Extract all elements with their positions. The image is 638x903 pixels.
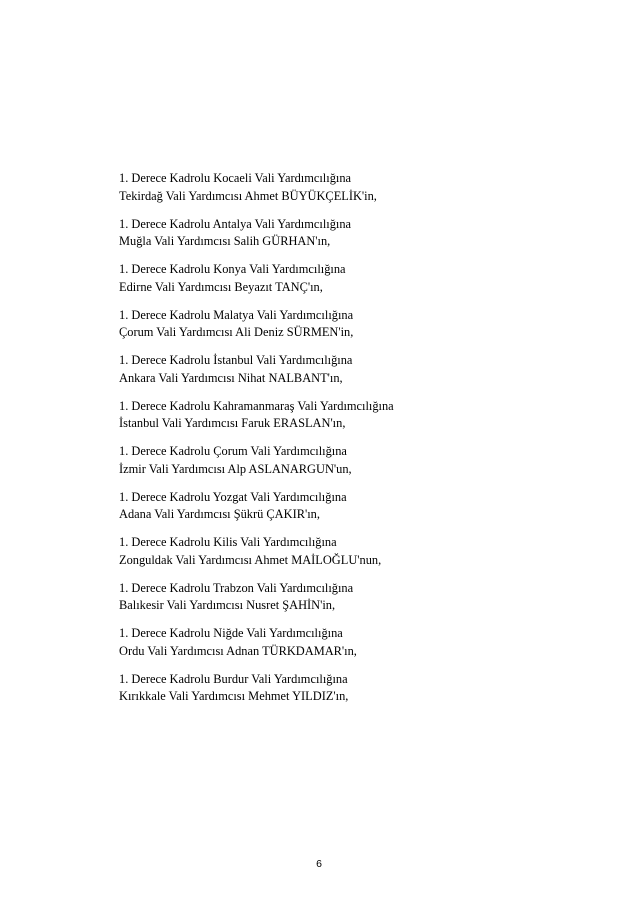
position-line: 1. Derece Kadrolu Antalya Vali Yardımcılığına: [119, 216, 352, 231]
appointment-entry: [119, 170, 579, 216]
appointment-entry: [119, 580, 579, 626]
position-line: 1. Derece Kadrolu Burdur Vali Yardımcılığına: [119, 671, 348, 686]
appointment-entry: [119, 216, 579, 262]
appointment-list: [119, 170, 579, 716]
appointment-entry: [119, 398, 579, 444]
appointee-line: Kırıkkale Vali Yardımcısı Mehmet YILDIZ'ın,: [119, 689, 349, 703]
appointment-entry: [119, 307, 579, 353]
appointment-entry: [119, 534, 579, 580]
position-line: 1. Derece Kadrolu Konya Vali Yardımcılığına: [119, 262, 346, 276]
position-line: 1. Derece Kadrolu Kilis Vali Yardımcılığına: [119, 535, 337, 549]
appointee-line: Balıkesir Vali Yardımcısı Nusret ŞAHİN'in,: [119, 598, 336, 612]
position-line: 1. Derece Kadrolu Yozgat Vali Yardımcılığına: [119, 489, 347, 504]
appointment-entry: [119, 261, 579, 307]
appointee-line: Çorum Vali Yardımcısı Ali Deniz SÜRMEN'in,: [119, 325, 354, 339]
appointment-entry: [119, 625, 579, 671]
position-line: 1. Derece Kadrolu Niğde Vali Yardımcılığına: [119, 626, 343, 640]
appointment-entry: [119, 443, 579, 489]
page-number: 6: [316, 858, 322, 870]
position-line: 1. Derece Kadrolu Trabzon Vali Yardımcılığına: [119, 580, 354, 595]
appointee-line: Ankara Vali Yardımcısı Nihat NALBANT'ın,: [119, 370, 343, 385]
position-line: 1. Derece Kadrolu İstanbul Vali Yardımcılığına: [119, 353, 353, 367]
position-line: 1. Derece Kadrolu Kocaeli Vali Yardımcılığına: [119, 171, 352, 185]
appointee-line: Adana Vali Yardımcısı Şükrü ÇAKIR'ın,: [119, 507, 320, 521]
appointee-line: Zonguldak Vali Yardımcısı Ahmet MAİLOĞLU'nun,: [119, 552, 382, 567]
appointment-entry: [119, 489, 579, 535]
appointment-entry: [119, 352, 579, 398]
appointee-line: Muğla Vali Yardımcısı Salih GÜRHAN'ın,: [119, 234, 331, 248]
appointee-line: Ordu Vali Yardımcısı Adnan TÜRKDAMAR'ın,: [119, 643, 357, 658]
appointee-line: İstanbul Vali Yardımcısı Faruk ERASLAN'ın,: [119, 416, 346, 430]
appointment-entry: [119, 671, 579, 717]
position-line: 1. Derece Kadrolu Malatya Vali Yardımcılığına: [119, 307, 354, 322]
appointee-line: Tekirdağ Vali Yardımcısı Ahmet BÜYÜKÇELİK'in,: [119, 188, 377, 203]
position-line: 1. Derece Kadrolu Kahramanmaraş Vali Yardımcılığına: [119, 398, 394, 413]
position-line: 1. Derece Kadrolu Çorum Vali Yardımcılığına: [119, 444, 347, 458]
appointee-line: Edirne Vali Yardımcısı Beyazıt TANÇ'ın,: [119, 279, 323, 294]
appointee-line: İzmir Vali Yardımcısı Alp ASLANARGUN'un,: [119, 461, 352, 476]
